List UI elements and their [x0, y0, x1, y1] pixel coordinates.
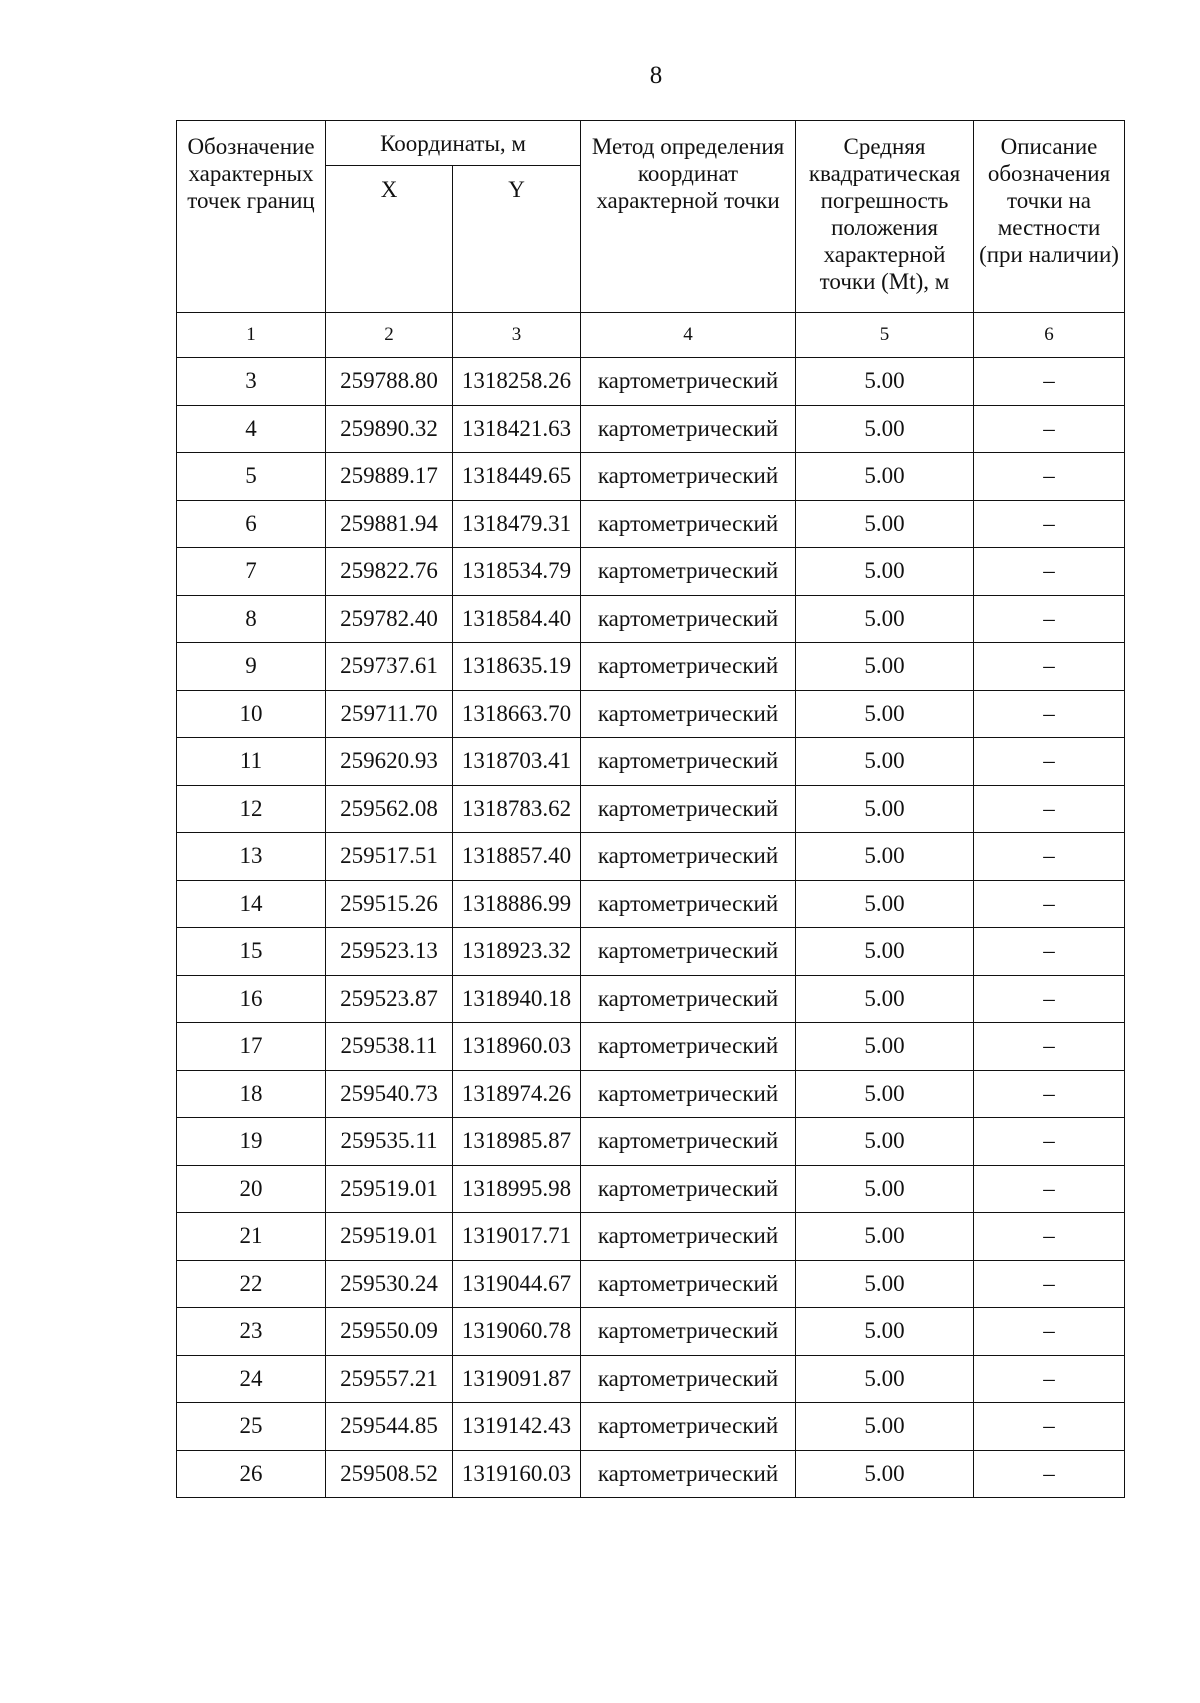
y-coordinate-cell: 1318995.98	[453, 1165, 581, 1213]
method-cell: картометрический	[581, 643, 796, 691]
boundary-points-table	[176, 120, 1125, 1498]
method-cell: картометрический	[581, 548, 796, 596]
y-coordinate-cell: 1318985.87	[453, 1118, 581, 1166]
column-number: 2	[326, 313, 453, 358]
table-row	[177, 1355, 1125, 1403]
error-cell: 5.00	[796, 928, 974, 976]
description-cell: –	[974, 358, 1125, 406]
x-coordinate-cell: 259711.70	[326, 690, 453, 738]
error-cell: 5.00	[796, 1070, 974, 1118]
y-coordinate-cell: 1318940.18	[453, 975, 581, 1023]
table-row	[177, 500, 1125, 548]
x-coordinate-cell: 259782.40	[326, 595, 453, 643]
x-coordinate-cell: 259515.26	[326, 880, 453, 928]
method-cell: картометрический	[581, 1308, 796, 1356]
method-cell: картометрический	[581, 880, 796, 928]
y-coordinate-cell: 1319091.87	[453, 1355, 581, 1403]
description-cell: –	[974, 548, 1125, 596]
x-coordinate-cell: 259890.32	[326, 405, 453, 453]
point-number-cell: 21	[177, 1213, 326, 1261]
x-coordinate-cell: 259508.52	[326, 1450, 453, 1498]
description-cell: –	[974, 1260, 1125, 1308]
method-cell: картометрический	[581, 1403, 796, 1451]
x-coordinate-cell: 259562.08	[326, 785, 453, 833]
table-row	[177, 595, 1125, 643]
x-coordinate-cell: 259557.21	[326, 1355, 453, 1403]
y-coordinate-cell: 1318635.19	[453, 643, 581, 691]
x-coordinate-cell: 259737.61	[326, 643, 453, 691]
point-number-cell: 14	[177, 880, 326, 928]
point-number-cell: 8	[177, 595, 326, 643]
error-cell: 5.00	[796, 690, 974, 738]
y-coordinate-cell: 1319044.67	[453, 1260, 581, 1308]
error-cell: 5.00	[796, 1118, 974, 1166]
error-cell: 5.00	[796, 880, 974, 928]
table-row	[177, 975, 1125, 1023]
x-coordinate-cell: 259788.80	[326, 358, 453, 406]
method-cell: картометрический	[581, 453, 796, 501]
point-number-cell: 10	[177, 690, 326, 738]
point-number-cell: 7	[177, 548, 326, 596]
y-coordinate-cell: 1318857.40	[453, 833, 581, 881]
point-number-cell: 4	[177, 405, 326, 453]
x-coordinate-cell: 259517.51	[326, 833, 453, 881]
header-point-designation: Обозначение характерных точек границ	[177, 121, 326, 313]
y-coordinate-cell: 1318421.63	[453, 405, 581, 453]
table-row	[177, 405, 1125, 453]
error-cell: 5.00	[796, 1023, 974, 1071]
description-cell: –	[974, 833, 1125, 881]
y-coordinate-cell: 1318886.99	[453, 880, 581, 928]
error-cell: 5.00	[796, 975, 974, 1023]
description-cell: –	[974, 595, 1125, 643]
x-coordinate-cell: 259620.93	[326, 738, 453, 786]
column-number: 3	[453, 313, 581, 358]
method-cell: картометрический	[581, 833, 796, 881]
y-coordinate-cell: 1319160.03	[453, 1450, 581, 1498]
table-row	[177, 1165, 1125, 1213]
method-cell: картометрический	[581, 1023, 796, 1071]
header-mean-square-error: Средняя квадратическая погрешность положения характерной точки (Mt), м	[796, 121, 974, 313]
description-cell: –	[974, 453, 1125, 501]
table-row	[177, 690, 1125, 738]
header-y: Y	[453, 166, 581, 313]
description-cell: –	[974, 500, 1125, 548]
description-cell: –	[974, 1070, 1125, 1118]
point-number-cell: 16	[177, 975, 326, 1023]
error-cell: 5.00	[796, 1260, 974, 1308]
table-row	[177, 358, 1125, 406]
error-cell: 5.00	[796, 1165, 974, 1213]
method-cell: картометрический	[581, 975, 796, 1023]
point-number-cell: 13	[177, 833, 326, 881]
error-cell: 5.00	[796, 738, 974, 786]
error-cell: 5.00	[796, 1213, 974, 1261]
description-cell: –	[974, 690, 1125, 738]
error-cell: 5.00	[796, 785, 974, 833]
x-coordinate-cell: 259889.17	[326, 453, 453, 501]
y-coordinate-cell: 1318783.62	[453, 785, 581, 833]
column-number: 6	[974, 313, 1125, 358]
y-coordinate-cell: 1318923.32	[453, 928, 581, 976]
method-cell: картометрический	[581, 785, 796, 833]
y-coordinate-cell: 1318449.65	[453, 453, 581, 501]
column-number: 4	[581, 313, 796, 358]
header-coordinates: Координаты, м	[326, 121, 581, 166]
error-cell: 5.00	[796, 1450, 974, 1498]
error-cell: 5.00	[796, 405, 974, 453]
description-cell: –	[974, 975, 1125, 1023]
y-coordinate-cell: 1318960.03	[453, 1023, 581, 1071]
column-numbers-row	[177, 313, 1125, 358]
page-number: 8	[649, 62, 663, 89]
method-cell: картометрический	[581, 1118, 796, 1166]
x-coordinate-cell: 259530.24	[326, 1260, 453, 1308]
table-row	[177, 928, 1125, 976]
error-cell: 5.00	[796, 833, 974, 881]
point-number-cell: 24	[177, 1355, 326, 1403]
point-number-cell: 5	[177, 453, 326, 501]
table-row	[177, 1213, 1125, 1261]
header-method: Метод определения координат характерной точки	[581, 121, 796, 313]
description-cell: –	[974, 1165, 1125, 1213]
x-coordinate-cell: 259544.85	[326, 1403, 453, 1451]
error-cell: 5.00	[796, 643, 974, 691]
method-cell: картометрический	[581, 1213, 796, 1261]
method-cell: картометрический	[581, 405, 796, 453]
table-row	[177, 1260, 1125, 1308]
method-cell: картометрический	[581, 500, 796, 548]
y-coordinate-cell: 1319017.71	[453, 1213, 581, 1261]
column-number: 5	[796, 313, 974, 358]
table-row	[177, 1070, 1125, 1118]
y-coordinate-cell: 1318534.79	[453, 548, 581, 596]
method-cell: картометрический	[581, 1070, 796, 1118]
column-number: 1	[177, 313, 326, 358]
x-coordinate-cell: 259822.76	[326, 548, 453, 596]
error-cell: 5.00	[796, 595, 974, 643]
method-cell: картометрический	[581, 358, 796, 406]
y-coordinate-cell: 1318703.41	[453, 738, 581, 786]
point-number-cell: 19	[177, 1118, 326, 1166]
point-number-cell: 12	[177, 785, 326, 833]
point-number-cell: 6	[177, 500, 326, 548]
y-coordinate-cell: 1318258.26	[453, 358, 581, 406]
description-cell: –	[974, 1403, 1125, 1451]
table-row	[177, 643, 1125, 691]
x-coordinate-cell: 259523.87	[326, 975, 453, 1023]
description-cell: –	[974, 1450, 1125, 1498]
method-cell: картометрический	[581, 595, 796, 643]
description-cell: –	[974, 405, 1125, 453]
method-cell: картометрический	[581, 1355, 796, 1403]
x-coordinate-cell: 259523.13	[326, 928, 453, 976]
description-cell: –	[974, 1023, 1125, 1071]
point-number-cell: 9	[177, 643, 326, 691]
method-cell: картометрический	[581, 1450, 796, 1498]
table-row	[177, 1308, 1125, 1356]
description-cell: –	[974, 1355, 1125, 1403]
y-coordinate-cell: 1318479.31	[453, 500, 581, 548]
point-number-cell: 15	[177, 928, 326, 976]
method-cell: картометрический	[581, 1165, 796, 1213]
table-row	[177, 1023, 1125, 1071]
description-cell: –	[974, 1308, 1125, 1356]
y-coordinate-cell: 1318974.26	[453, 1070, 581, 1118]
point-number-cell: 25	[177, 1403, 326, 1451]
point-number-cell: 3	[177, 358, 326, 406]
description-cell: –	[974, 880, 1125, 928]
error-cell: 5.00	[796, 358, 974, 406]
description-cell: –	[974, 1118, 1125, 1166]
x-coordinate-cell: 259535.11	[326, 1118, 453, 1166]
x-coordinate-cell: 259519.01	[326, 1165, 453, 1213]
description-cell: –	[974, 1213, 1125, 1261]
error-cell: 5.00	[796, 1355, 974, 1403]
description-cell: –	[974, 643, 1125, 691]
point-number-cell: 11	[177, 738, 326, 786]
table-row	[177, 833, 1125, 881]
error-cell: 5.00	[796, 500, 974, 548]
point-number-cell: 18	[177, 1070, 326, 1118]
method-cell: картометрический	[581, 1260, 796, 1308]
table-row	[177, 1403, 1125, 1451]
description-cell: –	[974, 928, 1125, 976]
table-row	[177, 880, 1125, 928]
point-number-cell: 17	[177, 1023, 326, 1071]
description-cell: –	[974, 785, 1125, 833]
point-number-cell: 22	[177, 1260, 326, 1308]
table-row	[177, 1450, 1125, 1498]
method-cell: картометрический	[581, 928, 796, 976]
table-header	[177, 121, 1125, 358]
x-coordinate-cell: 259519.01	[326, 1213, 453, 1261]
x-coordinate-cell: 259540.73	[326, 1070, 453, 1118]
x-coordinate-cell: 259538.11	[326, 1023, 453, 1071]
error-cell: 5.00	[796, 1308, 974, 1356]
table-row	[177, 548, 1125, 596]
header-point-description: Описание обозначения точки на местности (при наличии)	[974, 121, 1125, 313]
point-number-cell: 20	[177, 1165, 326, 1213]
table-row	[177, 1118, 1125, 1166]
error-cell: 5.00	[796, 548, 974, 596]
error-cell: 5.00	[796, 453, 974, 501]
y-coordinate-cell: 1318584.40	[453, 595, 581, 643]
header-x: X	[326, 166, 453, 313]
x-coordinate-cell: 259881.94	[326, 500, 453, 548]
error-cell: 5.00	[796, 1403, 974, 1451]
table-row	[177, 738, 1125, 786]
method-cell: картометрический	[581, 738, 796, 786]
point-number-cell: 26	[177, 1450, 326, 1498]
y-coordinate-cell: 1319060.78	[453, 1308, 581, 1356]
y-coordinate-cell: 1318663.70	[453, 690, 581, 738]
description-cell: –	[974, 738, 1125, 786]
y-coordinate-cell: 1319142.43	[453, 1403, 581, 1451]
table-body	[177, 358, 1125, 1498]
table-row	[177, 453, 1125, 501]
method-cell: картометрический	[581, 690, 796, 738]
table-row	[177, 785, 1125, 833]
point-number-cell: 23	[177, 1308, 326, 1356]
x-coordinate-cell: 259550.09	[326, 1308, 453, 1356]
